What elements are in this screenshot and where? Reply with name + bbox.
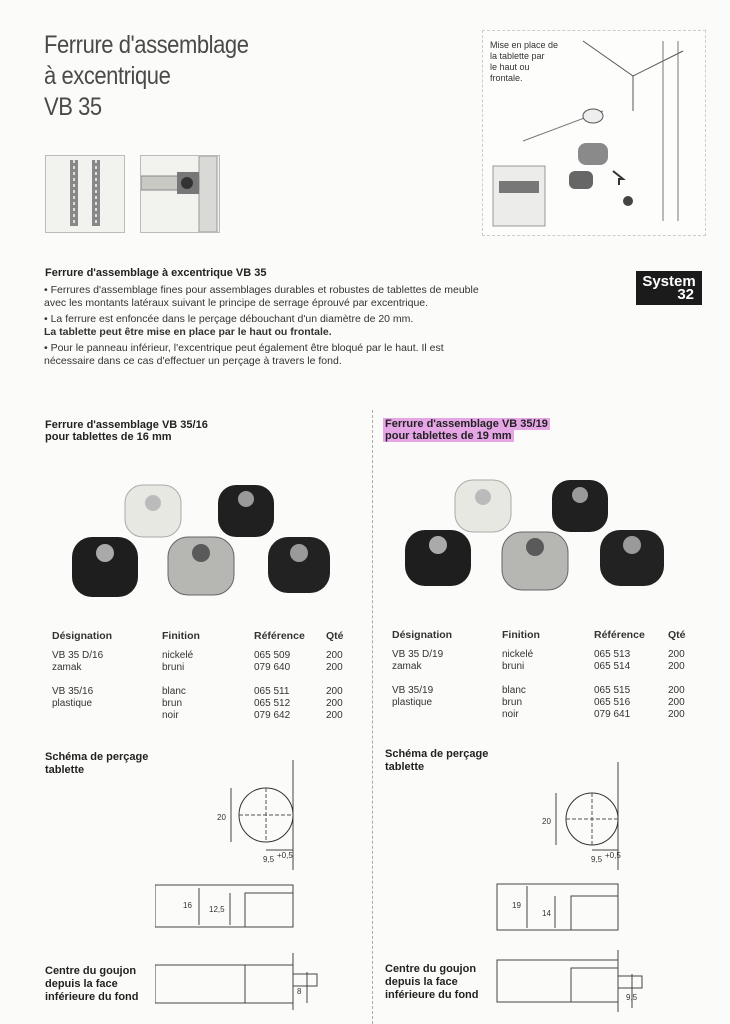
- dowel-label: 8: [297, 987, 302, 996]
- bullet-1: [44, 284, 484, 310]
- cell-designation: VB 35/19: [392, 685, 434, 696]
- schema-title-line: tablette: [385, 761, 425, 773]
- header-designation: Désignation: [392, 629, 453, 641]
- cell-designation: zamak: [52, 662, 82, 673]
- header-quantity: Qté: [326, 630, 344, 642]
- cell-reference: 079 642: [254, 710, 291, 721]
- left-title-line-2: pour tablettes de 16 mm: [45, 431, 172, 443]
- cell-reference: 065 509: [254, 650, 291, 661]
- offset-label: 9,5: [591, 855, 603, 864]
- cell-finition: nickelé: [162, 650, 194, 661]
- offset-label: 9,5: [263, 855, 275, 864]
- dowel-label: 9,5: [626, 993, 638, 1002]
- installation-note-line: Mise en place de: [490, 40, 559, 50]
- table-row: [392, 661, 697, 673]
- cell-quantity: 200: [326, 698, 343, 709]
- cell-quantity: 200: [668, 685, 685, 696]
- white-fitting: [455, 480, 511, 532]
- black-fitting: [600, 530, 664, 586]
- right-product-photo: [400, 475, 700, 605]
- bullet-text: • Pour le panneau inférieur, l'excentrique peut également être bloqué par le haut. Il est nécessaire dans ce cas d'effectuer un perçage à travers le fond.: [44, 342, 444, 367]
- title-line-2: à excentrique: [44, 62, 171, 90]
- header-reference: Référence: [594, 629, 645, 641]
- cell-finition: blanc: [162, 686, 186, 697]
- bullet-text: • La ferrure est enfoncée dans le perçage débouchant d'un diamètre de 20 mm.: [44, 313, 414, 325]
- depth-label: 12,5: [209, 905, 225, 914]
- diameter-label: 20: [217, 813, 226, 822]
- installation-note-line: le haut ou: [490, 62, 530, 72]
- header-reference: Référence: [254, 630, 305, 642]
- black-fitting: [268, 537, 330, 593]
- screw-illustration: [46, 156, 124, 232]
- center-title-line: depuis la face: [45, 978, 118, 990]
- bullet-3: [44, 342, 484, 368]
- cell-finition: nickelé: [502, 649, 534, 660]
- cell-designation: [392, 709, 502, 721]
- cell-finition: brun: [162, 698, 183, 709]
- cell-quantity: 200: [326, 650, 343, 661]
- cell-designation: zamak: [392, 661, 422, 672]
- cell-finition: bruni: [502, 661, 525, 672]
- system-32-logo: [636, 271, 702, 305]
- left-product-photo: [60, 475, 360, 605]
- cell-designation: plastique: [52, 698, 93, 709]
- cell-quantity: 200: [668, 661, 685, 672]
- right-product-table: [392, 629, 697, 721]
- cell-quantity: 200: [326, 710, 343, 721]
- center-title-line: inférieure du fond: [385, 989, 479, 1001]
- cell-designation: VB 35 D/16: [52, 650, 104, 661]
- screw-thumbnail: [45, 155, 125, 233]
- table-row: [52, 698, 357, 710]
- center-title-line: Centre du goujon: [45, 965, 137, 977]
- left-section-title: [45, 419, 208, 443]
- black-fitting: [552, 480, 608, 532]
- cell-reference: 065 514: [594, 661, 631, 672]
- white-fitting: [125, 485, 181, 537]
- cell-finition: noir: [162, 710, 179, 721]
- cell-reference: 065 513: [594, 649, 631, 660]
- logo-line-1: System: [642, 273, 696, 290]
- schema-title-line: Schéma de perçage: [45, 751, 149, 763]
- nickel-fitting: [502, 532, 568, 590]
- schema-title-line: tablette: [45, 764, 85, 776]
- schema-title-line: Schéma de perçage: [385, 748, 489, 760]
- bullet-bold-text: La tablette peut être mise en place par le haut ou frontale.: [44, 326, 332, 338]
- assembly-thumbnail: [140, 155, 220, 233]
- title-line-1: Ferrure d'assemblage: [44, 31, 249, 59]
- table-header-row: [392, 629, 697, 649]
- cell-finition: bruni: [162, 662, 185, 673]
- table-gap: [392, 673, 697, 685]
- left-schema-title: [45, 751, 148, 777]
- cell-finition: noir: [502, 709, 519, 720]
- bullet-2: [44, 313, 484, 339]
- left-center-title: [45, 965, 139, 1004]
- cell-designation: VB 35 D/19: [392, 649, 444, 660]
- installation-note-line: la tablette par: [490, 51, 545, 61]
- right-schema-title: [385, 748, 488, 774]
- table-gap: [52, 674, 357, 686]
- cell-reference: 079 641: [594, 709, 631, 720]
- black-fitting: [218, 485, 274, 537]
- table-row: [392, 697, 697, 709]
- black-fitting: [72, 537, 138, 597]
- assembly-illustration: [141, 156, 219, 232]
- tolerance-label: +0,5: [605, 851, 621, 860]
- page-title: [44, 30, 249, 123]
- cell-reference: 079 640: [254, 662, 291, 673]
- right-section-title: [383, 418, 550, 442]
- left-drilling-schematic: [155, 760, 360, 1010]
- cell-designation: VB 35/16: [52, 686, 94, 697]
- table-row: [52, 710, 357, 722]
- cell-quantity: 200: [668, 649, 685, 660]
- cell-reference: 065 512: [254, 698, 291, 709]
- right-title-line-1: Ferrure d'assemblage VB 35/19: [385, 418, 548, 430]
- depth-label: 14: [542, 909, 551, 918]
- thickness-label: 19: [512, 901, 521, 910]
- column-divider: [372, 410, 374, 1024]
- cell-reference: 065 516: [594, 697, 631, 708]
- cell-quantity: 200: [668, 709, 685, 720]
- cell-designation: plastique: [392, 697, 433, 708]
- table-row: [392, 685, 697, 697]
- cell-designation: [52, 710, 162, 722]
- table-header-row: [52, 630, 357, 650]
- cell-quantity: 200: [668, 697, 685, 708]
- center-title-line: Centre du goujon: [385, 963, 477, 975]
- left-product-table: [52, 630, 357, 722]
- diameter-label: 20: [542, 817, 551, 826]
- cell-quantity: 200: [326, 686, 343, 697]
- thickness-label: 16: [183, 901, 192, 910]
- title-line-3: VB 35: [44, 93, 102, 121]
- table-row: [392, 649, 697, 661]
- right-center-title: [385, 963, 479, 1002]
- center-title-line: depuis la face: [385, 976, 458, 988]
- tolerance-label: +0,5: [277, 851, 293, 860]
- header-quantity: Qté: [668, 629, 686, 641]
- bullet-text: • Ferrures d'assemblage fines pour assemblages durables et robustes de tablettes de meuble avec les montants latéraux suivant le principe de serrage éprouvé par excentrique.: [44, 284, 479, 309]
- logo-line-2: 32: [677, 286, 694, 303]
- table-row: [52, 686, 357, 698]
- black-fitting: [405, 530, 471, 586]
- header-finition: Finition: [162, 630, 200, 642]
- table-row: [392, 709, 697, 721]
- center-title-line: inférieure du fond: [45, 991, 139, 1003]
- intro-bullets: [44, 284, 484, 371]
- cell-finition: blanc: [502, 685, 526, 696]
- cell-finition: brun: [502, 697, 523, 708]
- installation-note: [490, 40, 558, 84]
- header-finition: Finition: [502, 629, 540, 641]
- table-row: [52, 650, 357, 662]
- installation-note-line: frontale.: [490, 73, 523, 83]
- intro-title: Ferrure d'assemblage à excentrique VB 35: [45, 267, 267, 279]
- header-designation: Désignation: [52, 630, 113, 642]
- table-row: [52, 662, 357, 674]
- left-title-line-1: Ferrure d'assemblage VB 35/16: [45, 419, 208, 431]
- nickel-fitting: [168, 537, 234, 595]
- cell-reference: 065 511: [254, 686, 290, 697]
- cell-quantity: 200: [326, 662, 343, 673]
- right-title-line-2: pour tablettes de 19 mm: [385, 430, 512, 442]
- cell-reference: 065 515: [594, 685, 631, 696]
- right-drilling-schematic: [495, 762, 700, 1012]
